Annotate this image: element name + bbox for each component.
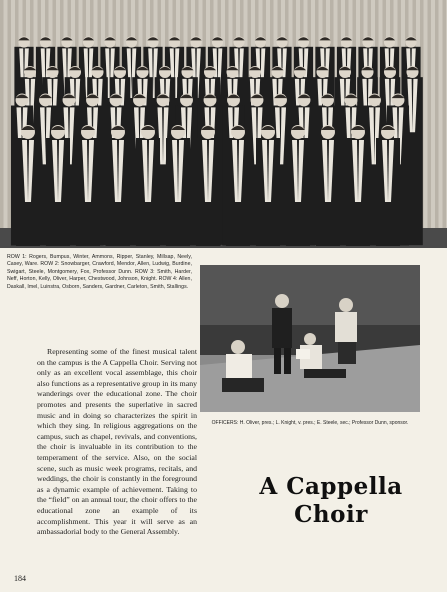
officers-caption: OFFICERS: H. Oliver, pres.; L. Knight, v. pres.; E. Steele, sec.; Professor Dunn, sponsor. xyxy=(211,420,409,426)
photo-caption: ROW 1: Rogers, Bumpus, Winter, Ammons, Ripper, Stanley, Millsap, Neely, Casey, Ware. ROW 2: Snowbarger, Crawford, Mendor, Allen, Ludwig, Burdine, Swigart, Steele, Montgomery, Fox, Professor Dunn. ROW 3: Smith, Harder, Neff, Horton, Kelly, Oliver, Harper, Chestwood, Johnson, Knight. ROW 4: Allen, Daskall, Imel, Luinstra, Osborn, Sanders, Gardner, Carleton, Smith, Stallings. xyxy=(7,254,192,290)
officers-photo xyxy=(200,265,420,412)
page-number: 184 xyxy=(14,574,26,583)
page-heading xyxy=(221,473,441,529)
heading-line-2: Choir xyxy=(294,501,368,528)
choir-group-photo xyxy=(0,0,447,248)
body-text: Representing some of the finest musical talent on the campus is the A Cappella Choir. Serving not only as an excellent vocal assemblage, this choir also functions as a representative group in its many wanderings over the educational zone. The choir promotes and presents the superlative in sacred music and in doing so characterizes the spirit in which they sing. In religious aggregations on the campus, such as chapel, revivals, and conventions, the choir is invaluable in its contribution to the temperament of the service. Also, on the social scene, such as music week programs, recitals, and weddings, the choir is constantly in the foreground as a dynamic example of achievement. Taking to the “field” on an annual tour, the choir offers to the educational zone an example of its accomplishment. This year it will serve as an ambassadorial body to the General Assembly. xyxy=(37,347,197,537)
heading-line-1: A Cappella xyxy=(259,473,403,500)
